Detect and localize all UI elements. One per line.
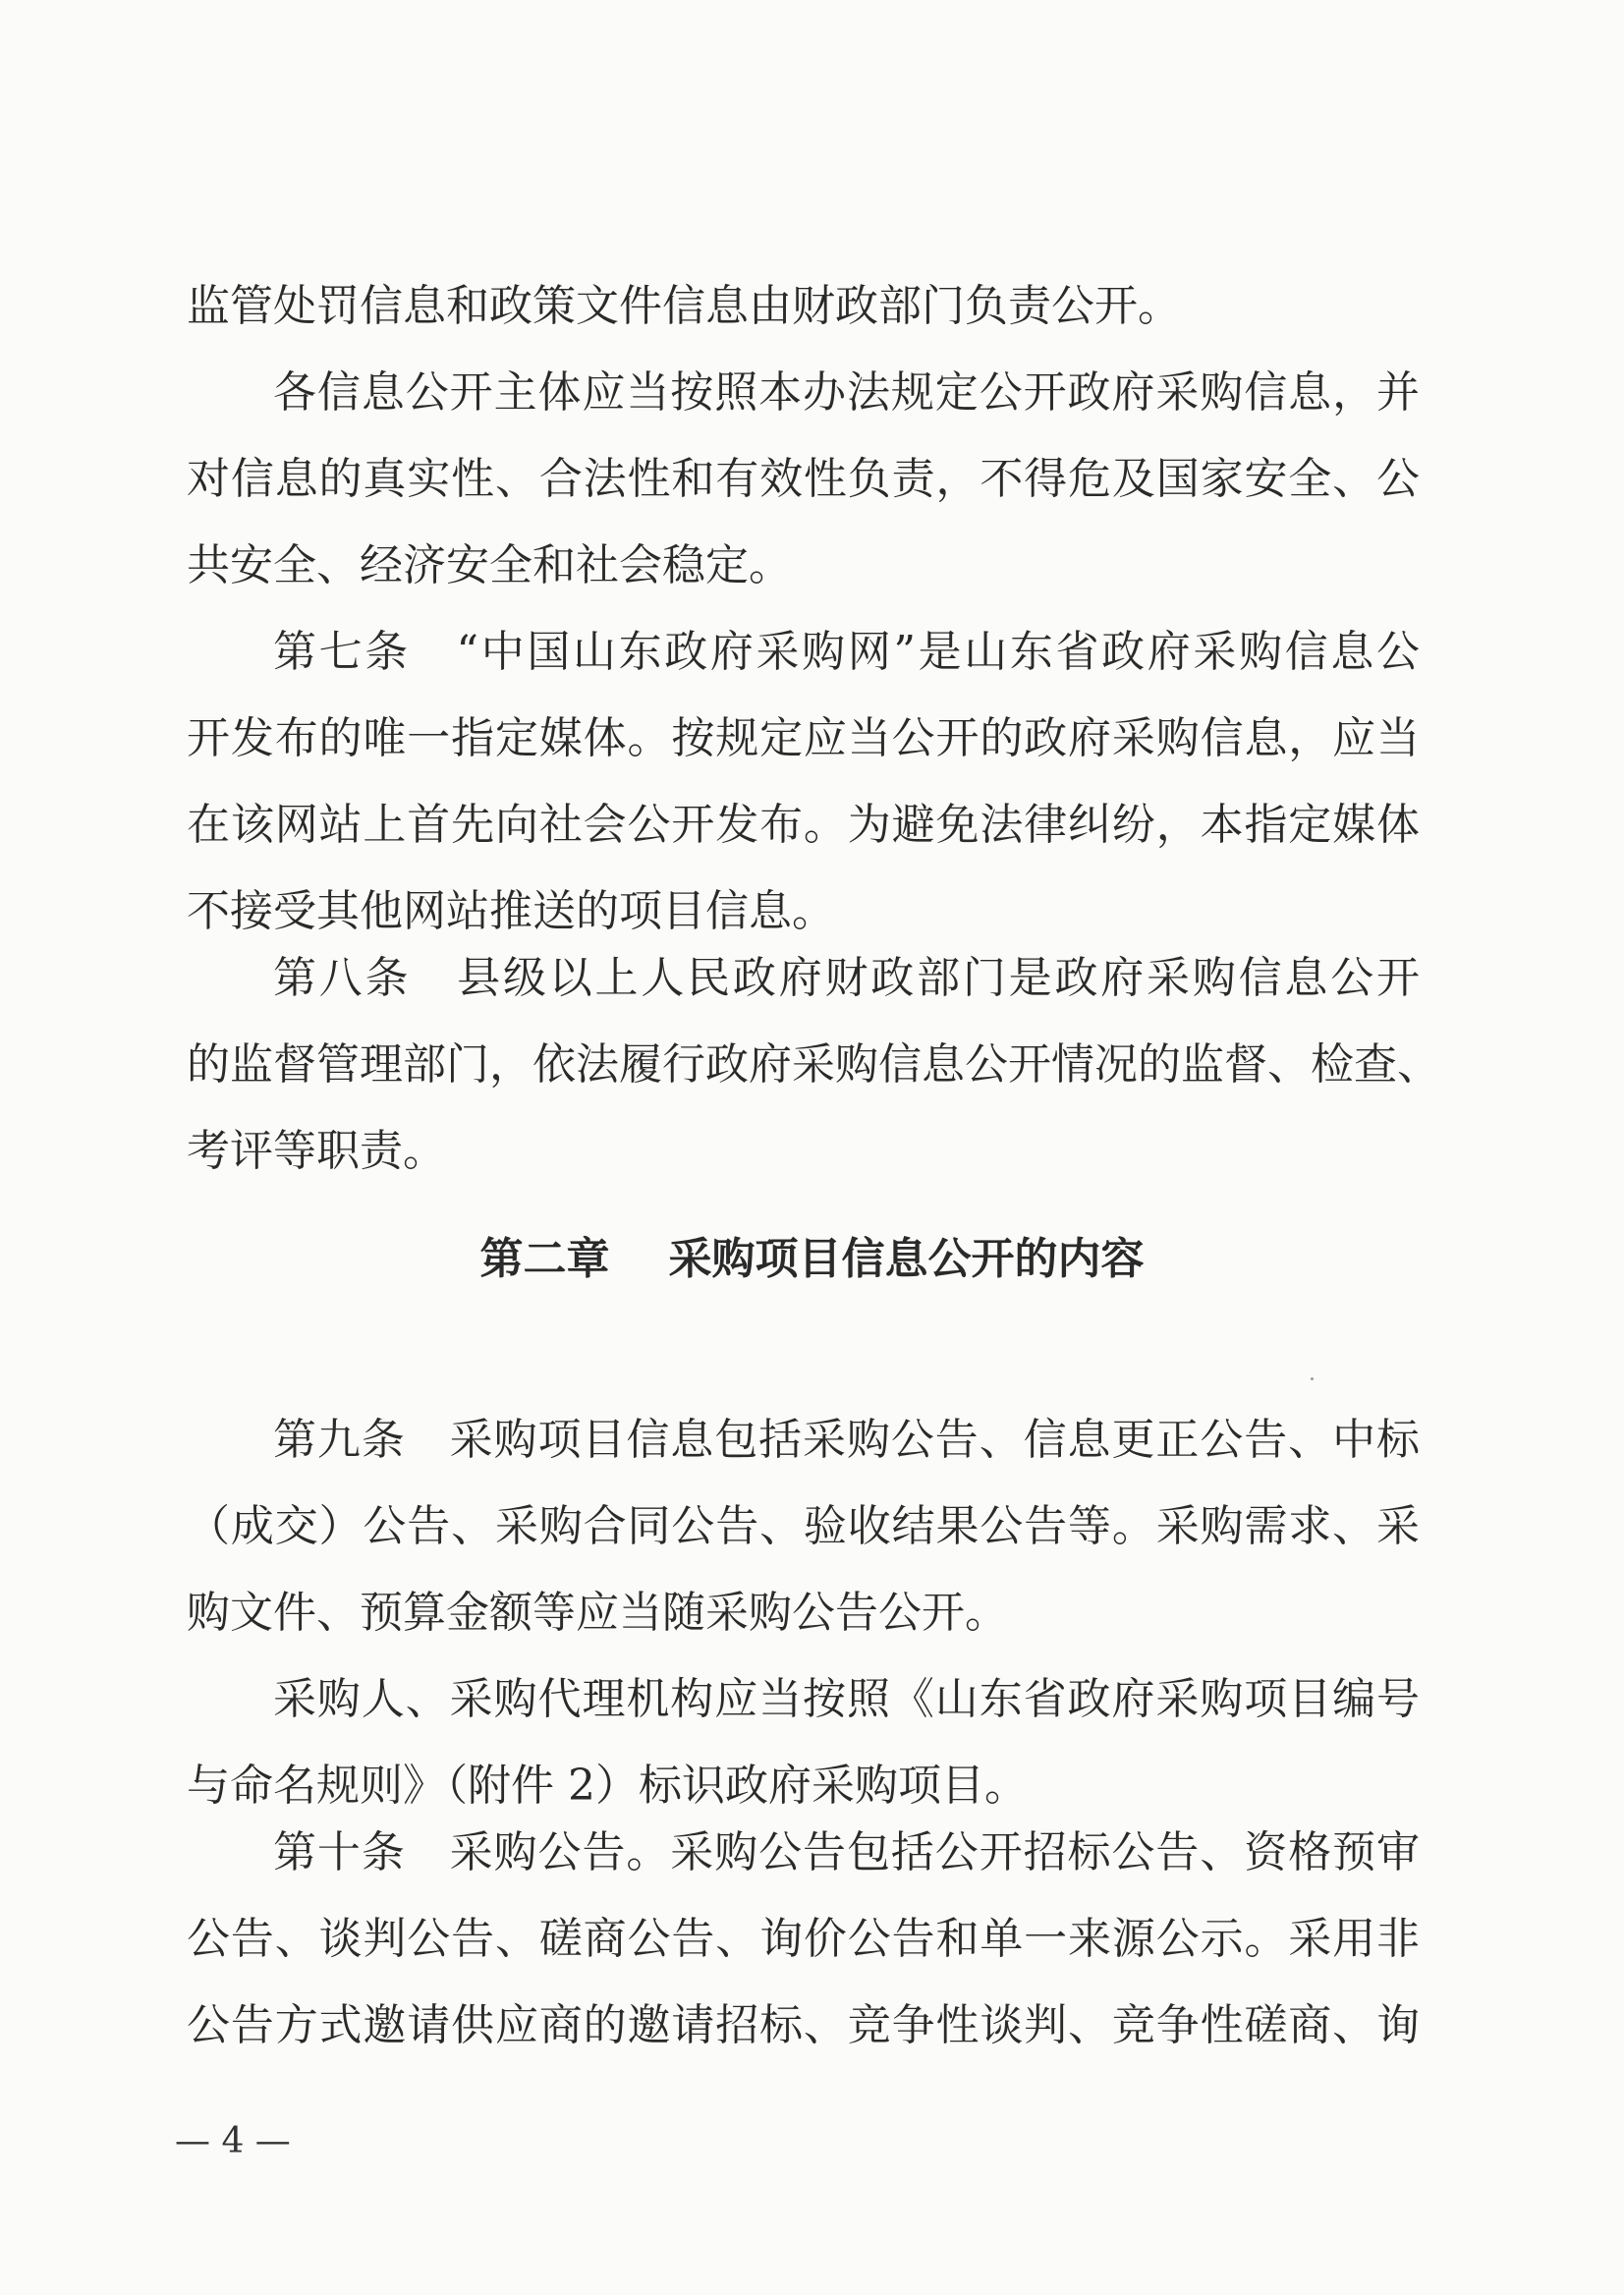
article-9: 第九条 采购项目信息包括采购公告、信息更正公告、中标	[273, 1415, 1420, 1465]
scan-speck	[1311, 1377, 1314, 1380]
text-line: （成交）公告、采购合同公告、验收结果公告等。采购需求、采	[187, 1501, 1420, 1551]
text-line: 对信息的真实性、合法性和有效性负责，不得危及国家安全、公	[187, 454, 1420, 504]
text-line: 考评等职责。	[187, 1126, 446, 1176]
text-line: 在该网站上首先向社会公开发布。为避免法律纠纷，本指定媒体	[187, 800, 1420, 850]
article-7: 第七条 “中国山东政府采购网”是山东省政府采购信息公	[273, 627, 1420, 677]
text-line: 的监督管理部门，依法履行政府采购信息公开情况的监督、检查、	[187, 1039, 1440, 1090]
text-line: 公告、谈判公告、磋商公告、询价公告和单一来源公示。采用非	[187, 1914, 1420, 1964]
page-number: — 4 —	[175, 2121, 291, 2161]
text-line: 开发布的唯一指定媒体。按规定应当公开的政府采购信息，应当	[187, 713, 1420, 763]
text-line: 不接受其他网站推送的项目信息。	[187, 886, 835, 936]
article-10: 第十条 采购公告。采购公告包括公开招标公告、资格预审	[273, 1827, 1420, 1877]
text-line: 各信息公开主体应当按照本办法规定公开政府采购信息，并	[273, 367, 1420, 418]
text-line: 共安全、经济安全和社会稳定。	[187, 540, 792, 590]
chapter-heading	[0, 1230, 1624, 1289]
text-line: 采购人、采购代理机构应当按照《山东省政府采购项目编号	[273, 1674, 1420, 1724]
article-8: 第八条 县级以上人民政府财政部门是政府采购信息公开	[273, 953, 1420, 1003]
text-line: 监管处罚信息和政策文件信息由财政部门负责公开。	[187, 281, 1181, 331]
text-line: 公告方式邀请供应商的邀请招标、竞争性谈判、竞争性磋商、询	[187, 2000, 1420, 2050]
chapter-number: 第二章	[479, 1234, 610, 1284]
text-line: 与命名规则》（附件 2）标识政府采购项目。	[187, 1761, 1028, 1811]
chapter-title: 采购项目信息公开的内容	[668, 1234, 1145, 1284]
text-line: 购文件、预算金额等应当随采购公告公开。	[187, 1588, 1008, 1638]
